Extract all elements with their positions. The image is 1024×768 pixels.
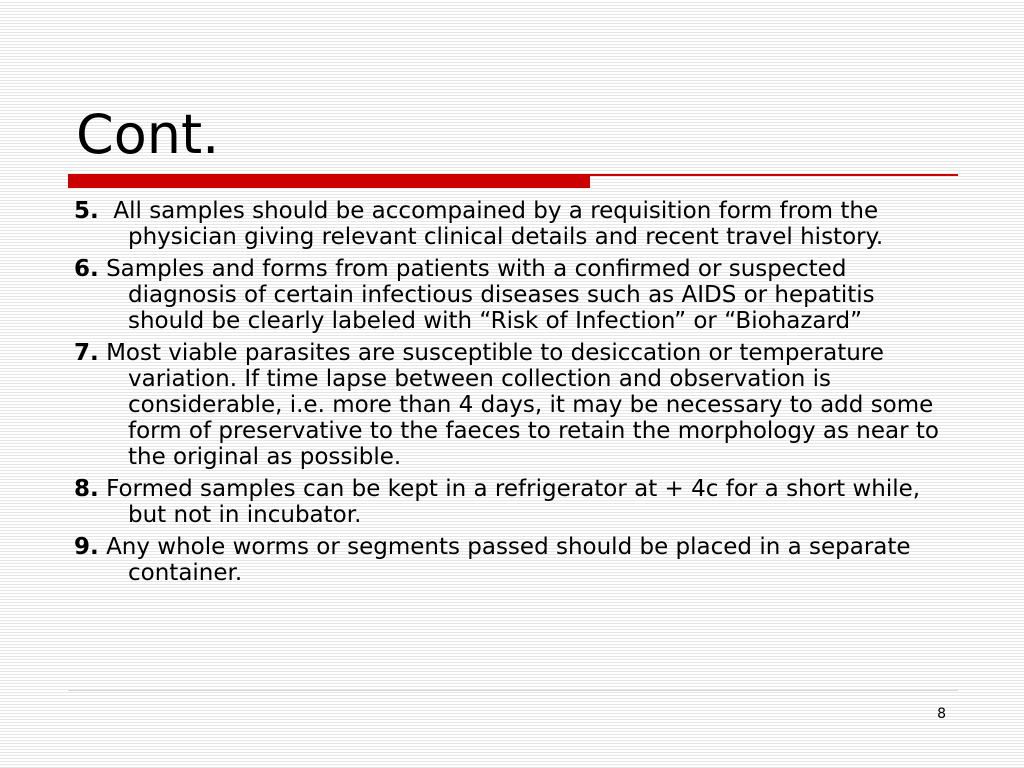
list-item — [74, 256, 954, 334]
item-text: Formed samples can be kept in a refrigerator at + 4c for a short while, but not in incubator. — [106, 476, 921, 528]
page-number: 8 — [937, 706, 946, 722]
title-underline-thin — [590, 174, 958, 176]
list-item — [74, 340, 954, 470]
title-underline — [68, 174, 958, 188]
item-text: Most viable parasites are susceptible to desiccation or temperature variation. If time lapse between collection and observation is considerable, i.e. more than 4 days, it may be necessary to add some form of preservative to the faeces to retain the morphology as near to the original as possible. — [106, 340, 939, 470]
item-text: All samples should be accompained by a requisition form from the physician giving relevant clinical details and recent travel history. — [113, 198, 884, 250]
item-number: 7. — [74, 340, 99, 366]
item-number: 5. — [74, 198, 99, 224]
slide-title: Cont. — [76, 103, 220, 166]
title-underline-thick — [68, 174, 590, 188]
bullet-list — [74, 198, 954, 592]
item-number: 9. — [74, 534, 99, 560]
item-number: 8. — [74, 476, 99, 502]
list-item — [74, 476, 954, 528]
item-text: Samples and forms from patients with a confirmed or suspected diagnosis of certain infectious diseases such as AIDS or hepatitis should be clearly labeled with “Risk of Infection” or “Biohazard” — [106, 256, 875, 334]
list-item — [74, 198, 954, 250]
item-text: Any whole worms or segments passed should be placed in a separate container. — [106, 534, 911, 586]
footer-divider — [68, 690, 958, 691]
list-item — [74, 534, 954, 586]
item-number: 6. — [74, 256, 99, 282]
